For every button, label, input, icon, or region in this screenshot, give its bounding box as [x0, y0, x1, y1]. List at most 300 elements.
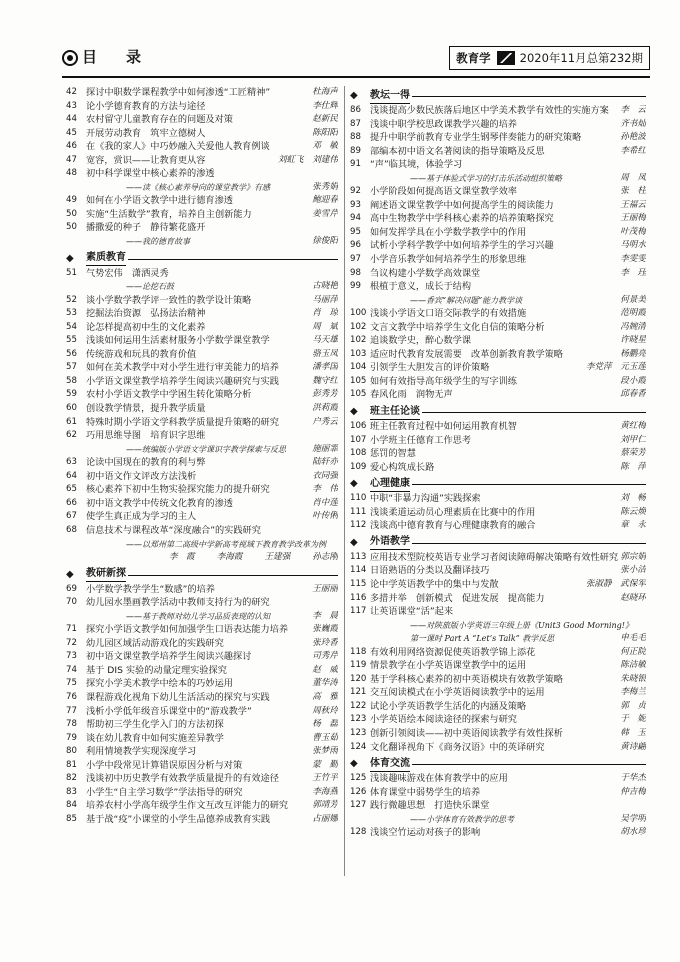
entry-title: 浅谈空竹运动对孩子的影响 — [370, 827, 481, 839]
entry-title: 追谈数学史，醉心数学课 — [370, 335, 472, 347]
section-heading — [350, 404, 646, 419]
entry-author: 张 柱 — [620, 186, 646, 197]
entry-author: 郭宗娟 — [620, 551, 646, 562]
entry-author: 姜雪芹 — [312, 208, 338, 219]
entry-author: 邱春香 — [620, 389, 646, 400]
toc-entry[interactable] — [66, 208, 338, 222]
toc-entry[interactable] — [66, 167, 338, 181]
bullet-icon — [62, 50, 78, 66]
toc-entry[interactable] — [66, 375, 338, 389]
page-number: 116 — [350, 592, 367, 603]
entry-title: 探讨中职数学课程教学中如何渗透“工匠精神” — [86, 87, 271, 98]
entry-title: 文化翻译视角下《商务汉语》中的英译研究 — [370, 741, 545, 753]
entry-title: 中职“非暴力沟通”实践探索 — [370, 493, 481, 505]
section-heading — [66, 251, 338, 266]
entry-title: 实施“生活数学”教育，培养自主创新能力 — [86, 208, 252, 220]
journal-name: 教育学 — [456, 51, 491, 65]
entry-title: 小学数学教学学生“数感”的培养 — [86, 583, 215, 595]
toc-entry[interactable] — [66, 221, 338, 235]
entry-title: 体育课堂中弱势学生的培养 — [370, 786, 481, 798]
entry-title: 小学班主任德育工作思考 — [370, 434, 472, 446]
page-number: 108 — [350, 448, 367, 459]
entry-title: 刍议构建小学数学高效课堂 — [370, 267, 481, 279]
toc-entry[interactable] — [350, 564, 646, 578]
entry-subtitle[interactable] — [66, 538, 338, 552]
toc-entry[interactable] — [350, 447, 646, 461]
entry-title: 如何有效指导高年级学生的写字训练 — [370, 375, 517, 387]
section-rule — [422, 404, 646, 413]
entry-author: 朱晓银 — [620, 673, 646, 684]
entry-title: 基于学科核心素养的初中英语模块有效教学策略 — [370, 673, 563, 685]
entry-author: 李希红 — [620, 145, 646, 156]
toc-entry[interactable] — [350, 212, 646, 226]
entry-title: 初中语文课堂教学培养学生阅读兴趣探讨 — [86, 651, 252, 663]
diamond-icon: ◆ — [66, 252, 74, 264]
entry-subtitle[interactable] — [350, 172, 646, 186]
page-number: 114 — [350, 565, 367, 576]
entry-author: 张梦雨 — [312, 746, 338, 757]
page-number: 55 — [66, 335, 77, 346]
toc-entry[interactable] — [350, 799, 646, 813]
toc-entry[interactable] — [350, 786, 646, 800]
section-heading — [350, 88, 646, 103]
page-number: 104 — [350, 362, 367, 373]
entry-author: 李党萍 元玉莲 — [585, 362, 646, 373]
entry-title: 开展劳动教育 筑牢立德树人 — [86, 127, 206, 139]
page-number: 89 — [350, 145, 361, 156]
entry-title: 论小学德育教育的方法与途径 — [86, 100, 206, 112]
entry-title: 有效利用网络资源促使英语教学锦上添花 — [370, 646, 536, 658]
entry-title: 多措并举 创新模式 促进发展 提高能力 — [370, 592, 545, 604]
toc-entry[interactable] — [350, 321, 646, 335]
toc-entry[interactable] — [350, 420, 646, 434]
entry-title: ——以郑州第二高级中学新高考视域下教育教学改革为例 — [126, 539, 326, 549]
entry-author: 徐俊阳 — [312, 236, 338, 247]
entry-title: 小学中段常见计算错误原因分析与对策 — [86, 759, 243, 771]
toc-entry[interactable] — [66, 583, 338, 597]
page-number: 105 — [350, 375, 367, 386]
toc-entry[interactable] — [66, 402, 338, 416]
entry-title: 探究小学美术教学中绘本的巧妙运用 — [86, 678, 233, 690]
entry-title: 惩罚的智慧 — [370, 448, 416, 460]
toc-entry[interactable] — [66, 416, 338, 430]
page-number: 88 — [350, 132, 361, 143]
entry-author: 黄诗翩 — [620, 741, 646, 752]
entry-author: 于 妮 — [620, 714, 646, 725]
entry-title: 如何发挥学具在小学数学教学中的作用 — [370, 226, 527, 238]
entry-author: 陈云焕 — [620, 506, 646, 517]
entry-author: 彭秀芳 — [312, 389, 338, 400]
section-heading — [66, 567, 338, 582]
entry-subtitle[interactable] — [66, 235, 338, 249]
toc-entry[interactable] — [350, 307, 646, 321]
page-number: 124 — [350, 741, 367, 752]
toc-entry[interactable] — [66, 677, 338, 691]
entry-title: 气势宏伟 潇洒灵秀 — [86, 267, 169, 279]
toc-entry[interactable] — [350, 280, 646, 294]
entry-author: 李 珏 — [620, 267, 646, 278]
toc-entry[interactable] — [66, 497, 338, 511]
toc-entry[interactable] — [350, 578, 646, 592]
toc-entry[interactable] — [350, 104, 646, 118]
toc-entry[interactable] — [350, 185, 646, 199]
header-rule — [62, 76, 650, 78]
page-number: 63 — [66, 457, 77, 468]
page-number: 70 — [66, 597, 77, 608]
page-number: 73 — [66, 651, 77, 662]
entry-author: 王丽梅 — [620, 213, 646, 224]
toc-entry[interactable] — [66, 321, 338, 335]
toc-entry[interactable] — [66, 759, 338, 773]
toc-entry[interactable] — [66, 718, 338, 732]
toc-entry[interactable] — [66, 361, 338, 375]
toc-entry[interactable] — [350, 646, 646, 660]
page-number: 121 — [350, 687, 367, 698]
toc-entry[interactable] — [66, 113, 338, 127]
entry-title: 初中语文教学中传统文化教育的渗透 — [86, 497, 233, 509]
entry-author: 范明霞 — [620, 308, 646, 319]
entry-title: 如何在小学语文教学中进行德育渗透 — [86, 195, 233, 207]
entry-title: 文言文教学中培养学生文化自信的策略分析 — [370, 321, 545, 333]
toc-entry[interactable] — [350, 239, 646, 253]
toc-entry[interactable] — [66, 429, 338, 443]
entry-title: 部编本初中语文名著阅读的指导策略及反思 — [370, 145, 545, 157]
section-title: 心理健康 — [370, 476, 410, 492]
toc-entry[interactable] — [66, 510, 338, 524]
entry-author: 胡水珍 — [620, 827, 646, 838]
toc-entry[interactable] — [66, 140, 338, 154]
page-header — [62, 46, 650, 72]
entry-title: 巧用思维导图 培育识字思维 — [86, 430, 206, 442]
entry-author: 占丽娜 — [312, 813, 338, 824]
entry-author: 冯婉清 — [620, 321, 646, 332]
section-heading — [350, 756, 646, 771]
issue-label: 2020年11月总第232期 — [519, 51, 643, 65]
page-number: 103 — [350, 348, 367, 359]
entry-title: “声”临其境，体验学习 — [370, 159, 463, 171]
toc-entry[interactable] — [66, 334, 338, 348]
section-title: 体育交流 — [370, 756, 410, 772]
page-number: 43 — [66, 100, 77, 111]
entry-title: 小学生“自主学习数学”学法指导的研究 — [86, 786, 243, 798]
toc-entry[interactable] — [350, 673, 646, 687]
page-number: 77 — [66, 705, 77, 716]
entry-author: 张淑静 武保军 — [585, 578, 646, 589]
toc-entry[interactable] — [350, 659, 646, 673]
entry-title: 小学音乐教学如何培养学生的形象思维 — [370, 254, 527, 266]
page-number: 56 — [66, 348, 77, 359]
page-number: 126 — [350, 786, 367, 797]
entry-title: 浅谈趣味游戏在体育教学中的应用 — [370, 773, 508, 785]
entry-author: 张玲香 — [312, 637, 338, 648]
toc-entry[interactable] — [350, 388, 646, 402]
toc-entry[interactable] — [66, 267, 338, 281]
toc-entry[interactable] — [350, 199, 646, 213]
toc-entry[interactable] — [66, 786, 338, 800]
entry-title: 根植于意义，成长于结构 — [370, 281, 472, 293]
page-number: 113 — [350, 551, 367, 562]
toc-entry[interactable] — [350, 551, 646, 565]
section-heading — [350, 535, 646, 550]
entry-author: 马明水 — [620, 240, 646, 251]
toc-entry[interactable] — [350, 772, 646, 786]
entry-subtitle[interactable] — [350, 294, 646, 308]
toc-entry[interactable] — [350, 253, 646, 267]
entry-author: 申毛毛 — [620, 633, 646, 644]
toc-entry[interactable] — [66, 194, 338, 208]
entry-author: 洪莉霞 — [312, 403, 338, 414]
toc-entry[interactable] — [350, 605, 646, 619]
toc-entry[interactable] — [350, 727, 646, 741]
toc-entry[interactable] — [66, 483, 338, 497]
toc-entry[interactable] — [66, 772, 338, 786]
toc-entry[interactable] — [350, 226, 646, 240]
toc-entry[interactable] — [66, 524, 338, 538]
entry-title: 培养农村小学高年级学生作文互改互评能力的研究 — [86, 800, 289, 812]
entry-title: 创设教学情景，提升教学质量 — [86, 403, 206, 415]
page-number: 97 — [350, 254, 361, 265]
entry-subtitle[interactable] — [350, 619, 646, 633]
entry-title: ——我的德育故事 — [126, 237, 190, 247]
page-number: 105 — [350, 389, 367, 400]
toc-entry[interactable] — [350, 741, 646, 755]
entry-subtitle[interactable] — [350, 813, 646, 827]
entry-author: 赵晓环 — [620, 592, 646, 603]
page-number: 50 — [66, 222, 77, 233]
page-number: 85 — [66, 813, 77, 824]
entry-author: 陈 萍 — [620, 461, 646, 472]
toc-entry[interactable] — [350, 713, 646, 727]
entry-title: ——对陕旅版小学英语三年级上册《Unit3 Good Morning!》 — [410, 620, 634, 630]
entry-author: 鲍迎春 — [312, 195, 338, 206]
entry-subtitle[interactable] — [66, 181, 338, 195]
page-number: 95 — [350, 226, 361, 237]
entry-subtitle[interactable] — [350, 632, 646, 646]
page-number: 94 — [350, 213, 361, 224]
entry-title: 浅谈柔道运动员心理素质在比赛中的作用 — [370, 506, 536, 518]
page-number: 58 — [66, 375, 77, 386]
toc-entry[interactable] — [350, 334, 646, 348]
toc-entry[interactable] — [350, 434, 646, 448]
entry-title: 适应时代教育发展需要 改革创新教育教学策略 — [370, 348, 563, 360]
toc-entry[interactable] — [350, 158, 646, 172]
toc-entry[interactable] — [66, 664, 338, 678]
page-number: 57 — [66, 362, 77, 373]
page-number: 106 — [350, 421, 367, 432]
toc-entry[interactable] — [350, 267, 646, 281]
section-title: 班主任论谈 — [370, 404, 420, 420]
page-number: 54 — [66, 321, 77, 332]
diamond-icon: ◆ — [66, 568, 74, 580]
toc-entry[interactable] — [350, 826, 646, 840]
author-name: 李海霞 — [216, 552, 243, 563]
entry-author: 何正院 — [620, 646, 646, 657]
entry-title: 第一课时 Part A “Let’s Talk” 教学反思 — [410, 634, 555, 644]
entry-author: 李海燕 — [312, 786, 338, 797]
page-number: 67 — [66, 511, 77, 522]
page-number: 76 — [66, 691, 77, 702]
entry-author: 李 伟 — [312, 484, 338, 495]
entry-author: 许晓星 — [620, 335, 646, 346]
entry-title: 阐述语文课堂教学中如何提高学生的阅读能力 — [370, 199, 554, 211]
entry-author: 何景美 — [620, 294, 646, 305]
page-number: 93 — [350, 199, 361, 210]
toc-entry[interactable] — [66, 650, 338, 664]
entry-title: 践行微趣思想 打造快乐课堂 — [370, 800, 490, 812]
entry-author: 郭靖芳 — [312, 800, 338, 811]
page-number: 66 — [66, 497, 77, 508]
toc-entry[interactable] — [350, 506, 646, 520]
entry-subtitle[interactable] — [66, 280, 338, 294]
toc-entry[interactable] — [66, 456, 338, 470]
toc-entry[interactable] — [350, 492, 646, 506]
entry-title: 创新引领阅读——初中英语阅读教学有效性探析 — [370, 727, 563, 739]
toc-entry[interactable] — [350, 461, 646, 475]
entry-title: 特殊时期小学语文学科教学质量提升策略的研究 — [86, 416, 279, 428]
entry-title: 浅谈高中德育教育与心理健康教育的融合 — [370, 520, 536, 532]
page-number: 59 — [66, 389, 77, 400]
toc-entry[interactable] — [350, 118, 646, 132]
entry-author: 马天雄 — [312, 335, 338, 346]
entry-title: ——论挖石鼓 — [126, 282, 174, 292]
entry-author: 古晓艳 — [312, 281, 338, 292]
toc-entry[interactable] — [66, 100, 338, 114]
page-number: 45 — [66, 127, 77, 138]
entry-author: 陈洁敏 — [620, 660, 646, 671]
entry-title: 传统游戏和玩具的教育价值 — [86, 348, 197, 360]
entry-title: 使学生真正成为学习的主人 — [86, 511, 197, 523]
entry-subtitle[interactable] — [66, 610, 338, 624]
toc-entry[interactable] — [66, 348, 338, 362]
page-number: 50 — [66, 208, 77, 219]
entry-title: 交互阅读模式在小学英语阅读教学中的运用 — [370, 687, 545, 699]
entry-title: ——读《核心素养导向的课堂教学》有感 — [126, 182, 270, 192]
entry-title: 应用技术型院校英语专业学习者阅读障碍解决策略有效性研究 — [370, 551, 619, 563]
entry-author: 赵 威 — [312, 664, 338, 675]
entry-author: 杨鹏亮 — [620, 348, 646, 359]
toc-entry[interactable] — [66, 388, 338, 402]
page-number: 80 — [66, 746, 77, 757]
toc-entry[interactable] — [350, 361, 646, 375]
toc-entry[interactable] — [66, 154, 338, 168]
entry-title: 课程游戏化视角下幼儿生活活动的探究与实践 — [86, 691, 270, 703]
entry-author: 章 永 — [620, 520, 646, 531]
toc-entry[interactable] — [350, 519, 646, 533]
entry-subtitle[interactable] — [66, 443, 338, 457]
toc-entry[interactable] — [350, 145, 646, 159]
page-number: 53 — [66, 308, 77, 319]
section-title: 素质教育 — [86, 250, 126, 266]
entry-author: 吴学明 — [620, 813, 646, 824]
toc-entry[interactable] — [66, 745, 338, 759]
page-number: 68 — [66, 524, 77, 535]
toc-entry[interactable] — [66, 127, 338, 141]
toc-entry[interactable] — [350, 131, 646, 145]
page-number: 49 — [66, 195, 77, 206]
entry-title: ——统编版小学语文学课识字教学探索与反思 — [126, 444, 286, 454]
toc-entry[interactable] — [66, 596, 338, 610]
toc-entry[interactable] — [66, 470, 338, 484]
entry-author: 邓 敏 — [312, 141, 338, 152]
toc-entry[interactable] — [66, 623, 338, 637]
toc-entry[interactable] — [66, 799, 338, 813]
section-rule — [412, 88, 646, 97]
page-number: 123 — [350, 727, 367, 738]
entry-title: 在《我的家人》中巧妙融入关爱他人教育例谈 — [86, 141, 270, 153]
entry-author: 王竹平 — [312, 773, 338, 784]
section-title: 外语教学 — [370, 534, 410, 550]
page-number: 84 — [66, 800, 77, 811]
section-heading — [350, 476, 646, 491]
entry-title: 探究小学语文教学如何加强学生口语表达能力培养 — [86, 624, 289, 636]
toc-entry[interactable] — [66, 691, 338, 705]
toc-entry[interactable] — [350, 592, 646, 606]
entry-title: 提升中职学前教育专业学生钢琴伴奏能力的研究策略 — [370, 132, 582, 144]
toc-entry[interactable] — [350, 686, 646, 700]
page-number: 62 — [66, 430, 77, 441]
toc-entry[interactable] — [350, 375, 646, 389]
section-rule — [412, 756, 646, 765]
page-number: 52 — [66, 294, 77, 305]
author-name: 孙志刚 — [312, 552, 338, 563]
page-number: 128 — [350, 827, 367, 838]
author-line — [66, 551, 338, 565]
page-number: 91 — [350, 159, 361, 170]
toc-entry[interactable] — [350, 700, 646, 714]
page-number: 81 — [66, 759, 77, 770]
toc-entry[interactable] — [66, 294, 338, 308]
entry-author: 段小霞 — [620, 375, 646, 386]
toc-entry[interactable] — [66, 86, 338, 100]
diamond-icon: ◆ — [350, 758, 358, 770]
toc-entry[interactable] — [350, 348, 646, 362]
page-number: 74 — [66, 664, 77, 675]
entry-title: 让英语课堂“活”起来 — [370, 606, 454, 618]
page-number: 82 — [66, 773, 77, 784]
author-name: 李 霞 — [168, 552, 195, 563]
entry-title: 浅谈小学语文口语交际教学的有效措施 — [370, 308, 527, 320]
entry-title: 高中生物教学中学科核心素养的培养策略探究 — [370, 213, 554, 225]
toc-entry[interactable] — [66, 307, 338, 321]
toc-entry[interactable] — [66, 732, 338, 746]
entry-title: 谈在幼儿教育中如何实施差异教学 — [86, 732, 224, 744]
entry-title: 初中语文作文评改方法浅析 — [86, 470, 197, 482]
entry-author: 叶茂梅 — [620, 226, 646, 237]
entry-author: 陈阳阳 — [312, 127, 338, 138]
toc-entry[interactable] — [66, 637, 338, 651]
entry-title: 论读中国现在的教育的利与弊 — [86, 457, 206, 469]
toc-entry[interactable] — [66, 705, 338, 719]
entry-title: 浅谈提高少数民族落后地区中学美术教学有效性的实施方案 — [370, 105, 609, 116]
entry-title: 小学语文课堂教学培养学生阅读兴趣研究与实践 — [86, 375, 279, 387]
page-number: 87 — [350, 118, 361, 129]
entry-author: 于华杰 — [620, 773, 646, 784]
page-number: 110 — [350, 493, 367, 504]
contents-right-column — [350, 86, 646, 840]
author-name: 王建强 — [264, 552, 291, 563]
entry-title: 帮助初三学生化学入门的方法初探 — [86, 719, 224, 731]
journal-issue-box — [449, 46, 650, 70]
diamond-icon: ◆ — [350, 536, 358, 548]
toc-entry[interactable] — [66, 813, 338, 827]
entry-title: 如何在美术教学中对小学生进行审美能力的培养 — [86, 362, 279, 374]
page-number: 60 — [66, 403, 77, 414]
entry-author: 李 晨 — [312, 610, 338, 621]
entry-author: 孙艳波 — [620, 132, 646, 143]
entry-title: 幼儿园水墨画教学活动中教师支持行为的研究 — [86, 597, 270, 609]
page-number: 42 — [66, 87, 77, 97]
contents-title: 目 录 — [82, 48, 149, 66]
